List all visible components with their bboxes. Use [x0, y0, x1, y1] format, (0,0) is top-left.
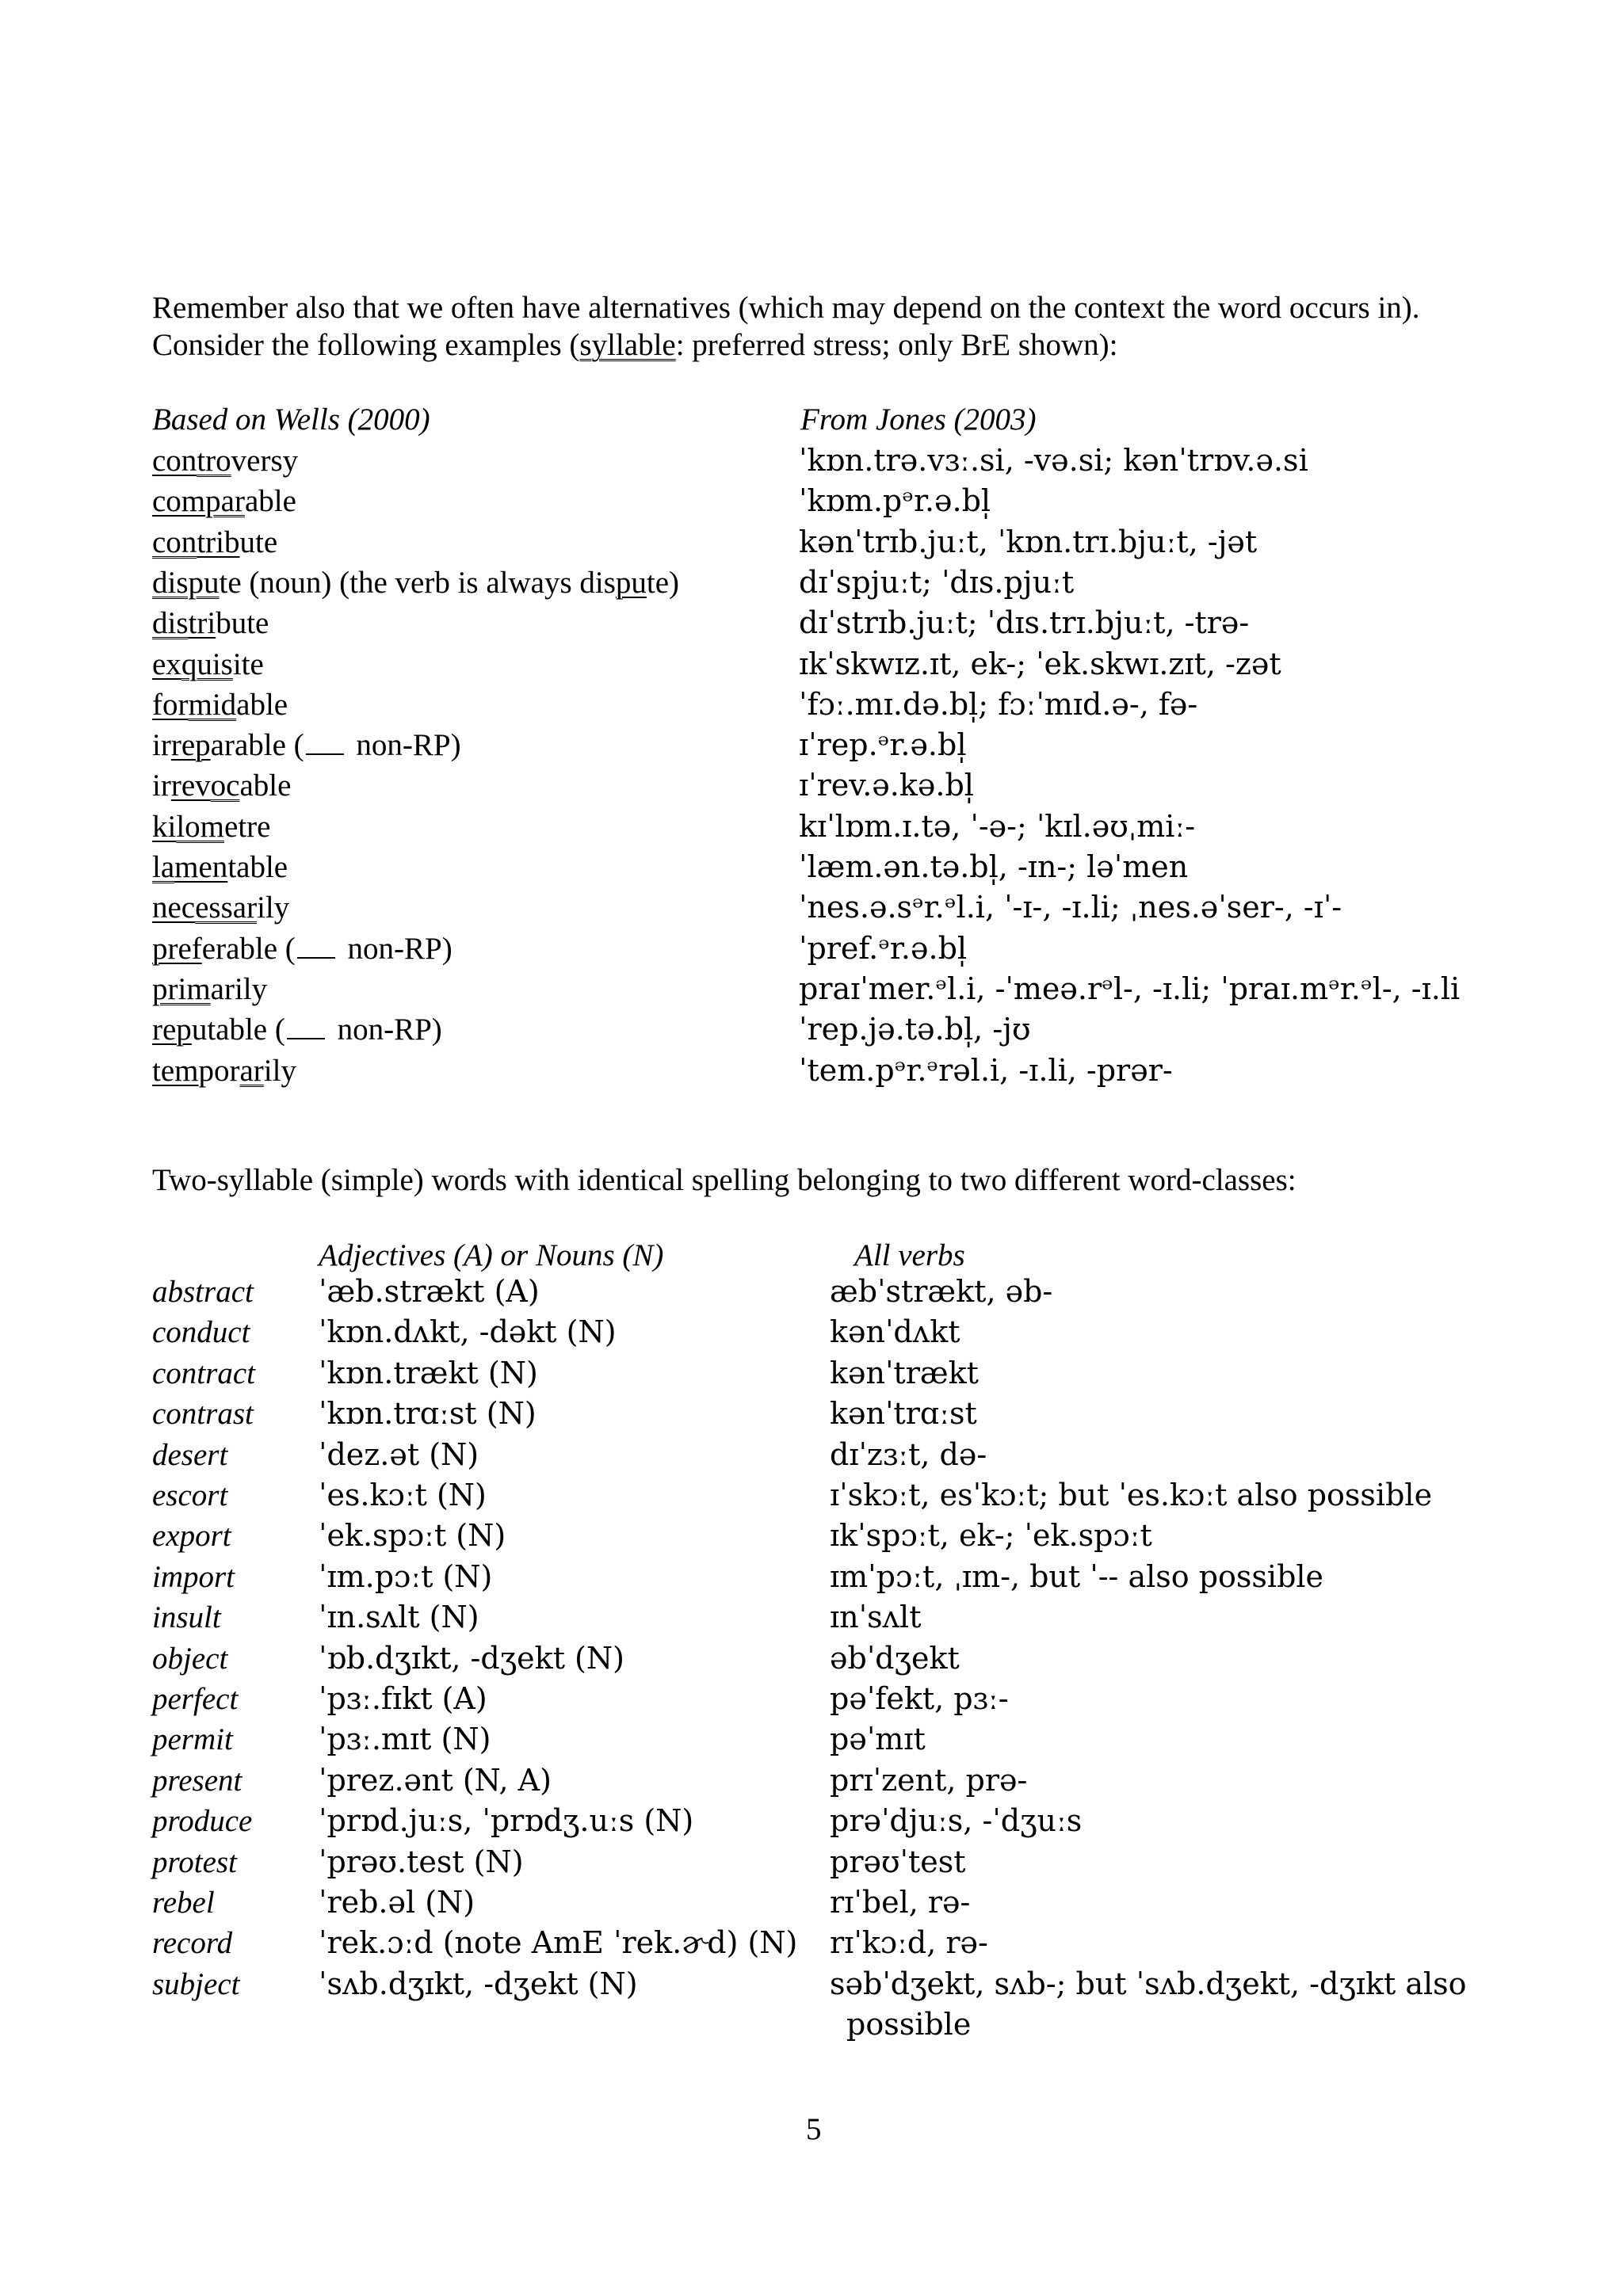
table1-word	[152, 727, 461, 763]
table2-noun-form: ˈɒb.dʒɪkt, -dʒekt (N)	[319, 1641, 624, 1676]
table2-noun-form: ˈrek.ɔːd (note AmE ˈrek.ɚd) (N)	[319, 1925, 798, 1960]
table2-word: desert	[152, 1438, 228, 1472]
table2-verb-form: prəˈdjuːs, -ˈdʒuːs	[830, 1803, 1083, 1838]
word-segment: pu	[615, 566, 647, 600]
word-segment: com	[152, 484, 206, 518]
table2-noun-form: ˈkɒn.trɑːst (N)	[319, 1396, 537, 1431]
word-segment: par	[205, 484, 245, 518]
table2-word: import	[152, 1560, 235, 1594]
table2-verb-form: rɪˈkɔːd, rə-	[830, 1925, 988, 1960]
table2-noun-form: ˈprez.ənt (N, A)	[319, 1763, 552, 1798]
table2-noun-form: ˈsʌb.dʒɪkt, -dʒekt (N)	[319, 1966, 638, 2001]
word-segment: ite	[232, 647, 264, 681]
table2-word: object	[152, 1642, 228, 1676]
table2-verb-form: prɪˈzent, prə-	[830, 1763, 1028, 1798]
intro-line-2-post: : preferred stress; only BrE shown):	[675, 328, 1118, 362]
table2-word: permit	[152, 1722, 233, 1756]
table1-transcription: ɪˈrep.ᵊr.ə.bl̩	[799, 727, 967, 762]
intro-syllable: syllable	[579, 328, 676, 362]
table2-word: insult	[152, 1600, 221, 1634]
table2-noun-form: ˈprɒd.juːs, ˈprɒdʒ.uːs (N)	[319, 1803, 694, 1838]
word-segment: ex	[152, 647, 181, 681]
table2-word: contrast	[152, 1397, 254, 1431]
word-segment: bute	[216, 606, 269, 640]
word-segment: ir	[152, 728, 171, 762]
intro-line-2	[152, 327, 1118, 363]
table1-transcription: kənˈtrɪb.juːt, ˈkɒn.trɪ.bjuːt, -jət	[799, 524, 1258, 559]
table2-verb-form: ɪˈskɔːt, esˈkɔːt; but ˈes.kɔːt also possible	[830, 1478, 1433, 1512]
table1-word	[152, 849, 288, 885]
word-segment: lom	[176, 810, 225, 844]
word-segment: arily	[210, 972, 268, 1006]
table2-verb-form: səbˈdʒekt, sʌb-; but ˈsʌb.dʒekt, -dʒɪkt also	[830, 1966, 1467, 2001]
word-segment: oc	[210, 769, 240, 803]
word-segment: tri	[188, 606, 216, 640]
table2-verb-form: pəˈmɪt	[830, 1722, 926, 1756]
table1-head-right: From Jones (2003)	[800, 402, 1037, 437]
word-segment: ily	[263, 1054, 296, 1088]
table1-word	[152, 605, 269, 641]
blank-line	[297, 935, 335, 959]
word-segment: ute	[239, 525, 278, 559]
page-number: 5	[806, 2112, 822, 2146]
table2-word: abstract	[152, 1275, 254, 1309]
table1-transcription: ˈkɒn.trə.vɜː.si, -və.si; kənˈtrɒv.ə.si	[799, 443, 1308, 478]
word-segment: utable (	[191, 1013, 285, 1047]
word-segment: non-RP)	[339, 932, 453, 966]
table2-word: record	[152, 1926, 233, 1960]
table2-noun-form: ˈkɒn.trækt (N)	[319, 1356, 538, 1390]
table1-transcription: dɪˈstrɪb.juːt; ˈdɪs.trɪ.bjuːt, -trə-	[799, 605, 1250, 640]
word-segment: pref	[152, 932, 202, 966]
table2-noun-form: ˈkɒn.dʌkt, -dəkt (N)	[319, 1314, 617, 1349]
table2-verb-form: kənˈtrɑːst	[830, 1396, 977, 1431]
table1-word	[152, 443, 298, 479]
table1-transcription: ɪˈrev.ə.kə.bl̩	[799, 768, 974, 803]
table2-noun-form: ˈɪn.sʌlt (N)	[319, 1600, 479, 1634]
table1-transcription: dɪˈspjuːt; ˈdɪs.pjuːt	[799, 565, 1075, 600]
table1-word	[152, 687, 288, 723]
table2-head-right: All verbs	[854, 1238, 965, 1272]
word-segment: ki	[152, 810, 177, 844]
word-segment: able	[244, 484, 296, 518]
table2-noun-form: ˈpɜː.fɪkt (A)	[319, 1681, 487, 1716]
table2-verb-form: pəˈfekt, pɜː-	[830, 1681, 1009, 1716]
word-segment: tem	[152, 1054, 199, 1088]
word-segment: ar	[239, 1054, 264, 1088]
table2-noun-form: ˈprəʊ.test (N)	[319, 1844, 524, 1879]
table1-word	[152, 524, 277, 560]
table1-transcription: ˈtem.pᵊr.ᵊrəl.i, -ɪ.li, -prər-	[799, 1053, 1173, 1088]
table1-word	[152, 483, 296, 519]
table2-word: perfect	[152, 1682, 239, 1716]
word-segment: versy	[231, 444, 299, 478]
word-segment: trib	[197, 525, 240, 559]
word-segment: arable (	[210, 728, 304, 762]
word-segment: non-RP)	[329, 1013, 442, 1047]
table1-word	[152, 1012, 442, 1047]
word-segment: ily	[257, 891, 290, 925]
word-segment: table	[227, 850, 288, 884]
table2-noun-form: ˈdez.ət (N)	[319, 1437, 479, 1472]
table2-noun-form: ˈreb.əl (N)	[319, 1885, 475, 1920]
word-segment: nec	[152, 891, 196, 925]
table2-word: rebel	[152, 1886, 215, 1920]
table2-word: conduct	[152, 1315, 250, 1349]
word-segment: dispu	[152, 566, 220, 600]
table2-noun-form: ˈɪm.pɔːt (N)	[319, 1559, 493, 1594]
table1-transcription: ˈpref.ᵊr.ə.bl̩	[799, 931, 968, 966]
word-segment: tro	[197, 444, 231, 478]
intro-line-1: Remember also that we often have alternatives (which may depend on the context the word occurs in).	[152, 291, 1420, 325]
table1-word	[152, 1053, 296, 1089]
word-segment: prim	[152, 972, 211, 1006]
word-segment: able	[236, 688, 288, 722]
word-segment: rev	[170, 769, 211, 803]
table2-word: protest	[152, 1845, 237, 1879]
word-segment: men	[174, 850, 228, 884]
table2-word: escort	[152, 1478, 228, 1512]
word-segment: la	[152, 850, 175, 884]
table1-word	[152, 565, 679, 601]
table2-word: contract	[152, 1356, 255, 1390]
word-segment: rep	[152, 1013, 192, 1047]
table2-verb-form: rɪˈbel, rə-	[830, 1885, 971, 1920]
word-segment: essar	[195, 891, 258, 925]
section-2-title: Two-syllable (simple) words with identical spelling belonging to two different word-classes:	[152, 1163, 1296, 1197]
table2-verb-form: prəʊˈtest	[830, 1844, 966, 1879]
word-segment: etre	[224, 810, 271, 844]
table2-verb-form: ɪmˈpɔːt, ˌɪm-, but ˈ-- also possible	[830, 1559, 1324, 1594]
word-segment: te (noun) (the verb is always dis	[219, 566, 616, 600]
table1-transcription: kɪˈlɒm.ɪ.tə, ˈ-ə-; ˈkɪl.əʊˌmiː-	[799, 809, 1196, 844]
word-segment: con	[152, 525, 197, 559]
word-segment: for	[152, 688, 189, 722]
word-segment: non-RP)	[348, 728, 461, 762]
table2-noun-form: ˈes.kɔːt (N)	[319, 1478, 487, 1512]
table2-word: export	[152, 1519, 231, 1553]
table1-transcription: ˈfɔː.mɪ.də.bl̩; fɔːˈmɪd.ə-, fə-	[799, 687, 1198, 722]
table1-head-left: Based on Wells (2000)	[152, 402, 430, 437]
intro-line-2-pre: Consider the following examples (	[152, 328, 580, 362]
word-segment: te)	[646, 566, 680, 600]
table2-verb-form: ɪnˈsʌlt	[830, 1600, 922, 1634]
table2-noun-form: ˈæb.strækt (A)	[319, 1274, 540, 1309]
table2-verb-form-continued: possible	[846, 2007, 972, 2042]
word-segment: quis	[181, 647, 233, 681]
word-segment: con	[152, 444, 197, 478]
table1-transcription: ˈkɒm.pᵊr.ə.bl̩	[799, 483, 991, 518]
table2-word: subject	[152, 1967, 240, 2001]
table2-verb-form: kənˈtrækt	[830, 1356, 979, 1390]
table1-word	[152, 931, 453, 967]
table1-word	[152, 809, 270, 845]
blank-line	[306, 731, 344, 755]
table2-verb-form: kənˈdʌkt	[830, 1314, 960, 1349]
table2-head-mid: Adjectives (A) or Nouns (N)	[319, 1238, 664, 1272]
table2-noun-form: ˈek.spɔːt (N)	[319, 1518, 506, 1553]
table1-transcription: ˈlæm.ən.tə.bl̩, -ɪn-; ləˈmen	[799, 849, 1189, 884]
word-segment: erable (	[201, 932, 296, 966]
table1-transcription: ˈnes.ə.sᵊr.ᵊl.i, ˈ-ɪ-, -ɪ.li; ˌnes.əˈser-, -ɪˈ-	[799, 890, 1342, 925]
blank-line	[287, 1016, 325, 1039]
word-segment: por	[198, 1054, 240, 1088]
word-segment: rep	[170, 728, 211, 762]
table1-transcription: ɪkˈskwɪz.ɪt, ek-; ˈek.skwɪ.zɪt, -zət	[799, 646, 1281, 681]
table1-word	[152, 890, 289, 925]
table1-word	[152, 768, 291, 803]
table2-word: produce	[152, 1804, 253, 1838]
table1-transcription: ˈrep.jə.tə.bl̩, -jʊ	[799, 1012, 1031, 1047]
word-segment: mid	[188, 688, 237, 722]
table1-word	[152, 971, 267, 1007]
word-segment: able	[239, 769, 292, 803]
table2-verb-form: ɪkˈspɔːt, ek-; ˈek.spɔːt	[830, 1518, 1152, 1553]
word-segment: dis	[152, 606, 189, 640]
table2-word: present	[152, 1764, 242, 1798]
table1-transcription: praɪˈmer.ᵊl.i, -ˈmeə.rᵊl-, -ɪ.li; ˈpraɪ.mᵊr.ᵊl-, -ɪ.li	[799, 971, 1461, 1006]
table2-noun-form: ˈpɜː.mɪt (N)	[319, 1722, 491, 1756]
word-segment: ir	[152, 769, 171, 803]
table2-verb-form: æbˈstrækt, əb-	[830, 1274, 1053, 1309]
table2-verb-form: əbˈdʒekt	[830, 1641, 960, 1676]
table2-verb-form: dɪˈzɜːt, də-	[830, 1437, 987, 1472]
table1-word	[152, 646, 264, 682]
